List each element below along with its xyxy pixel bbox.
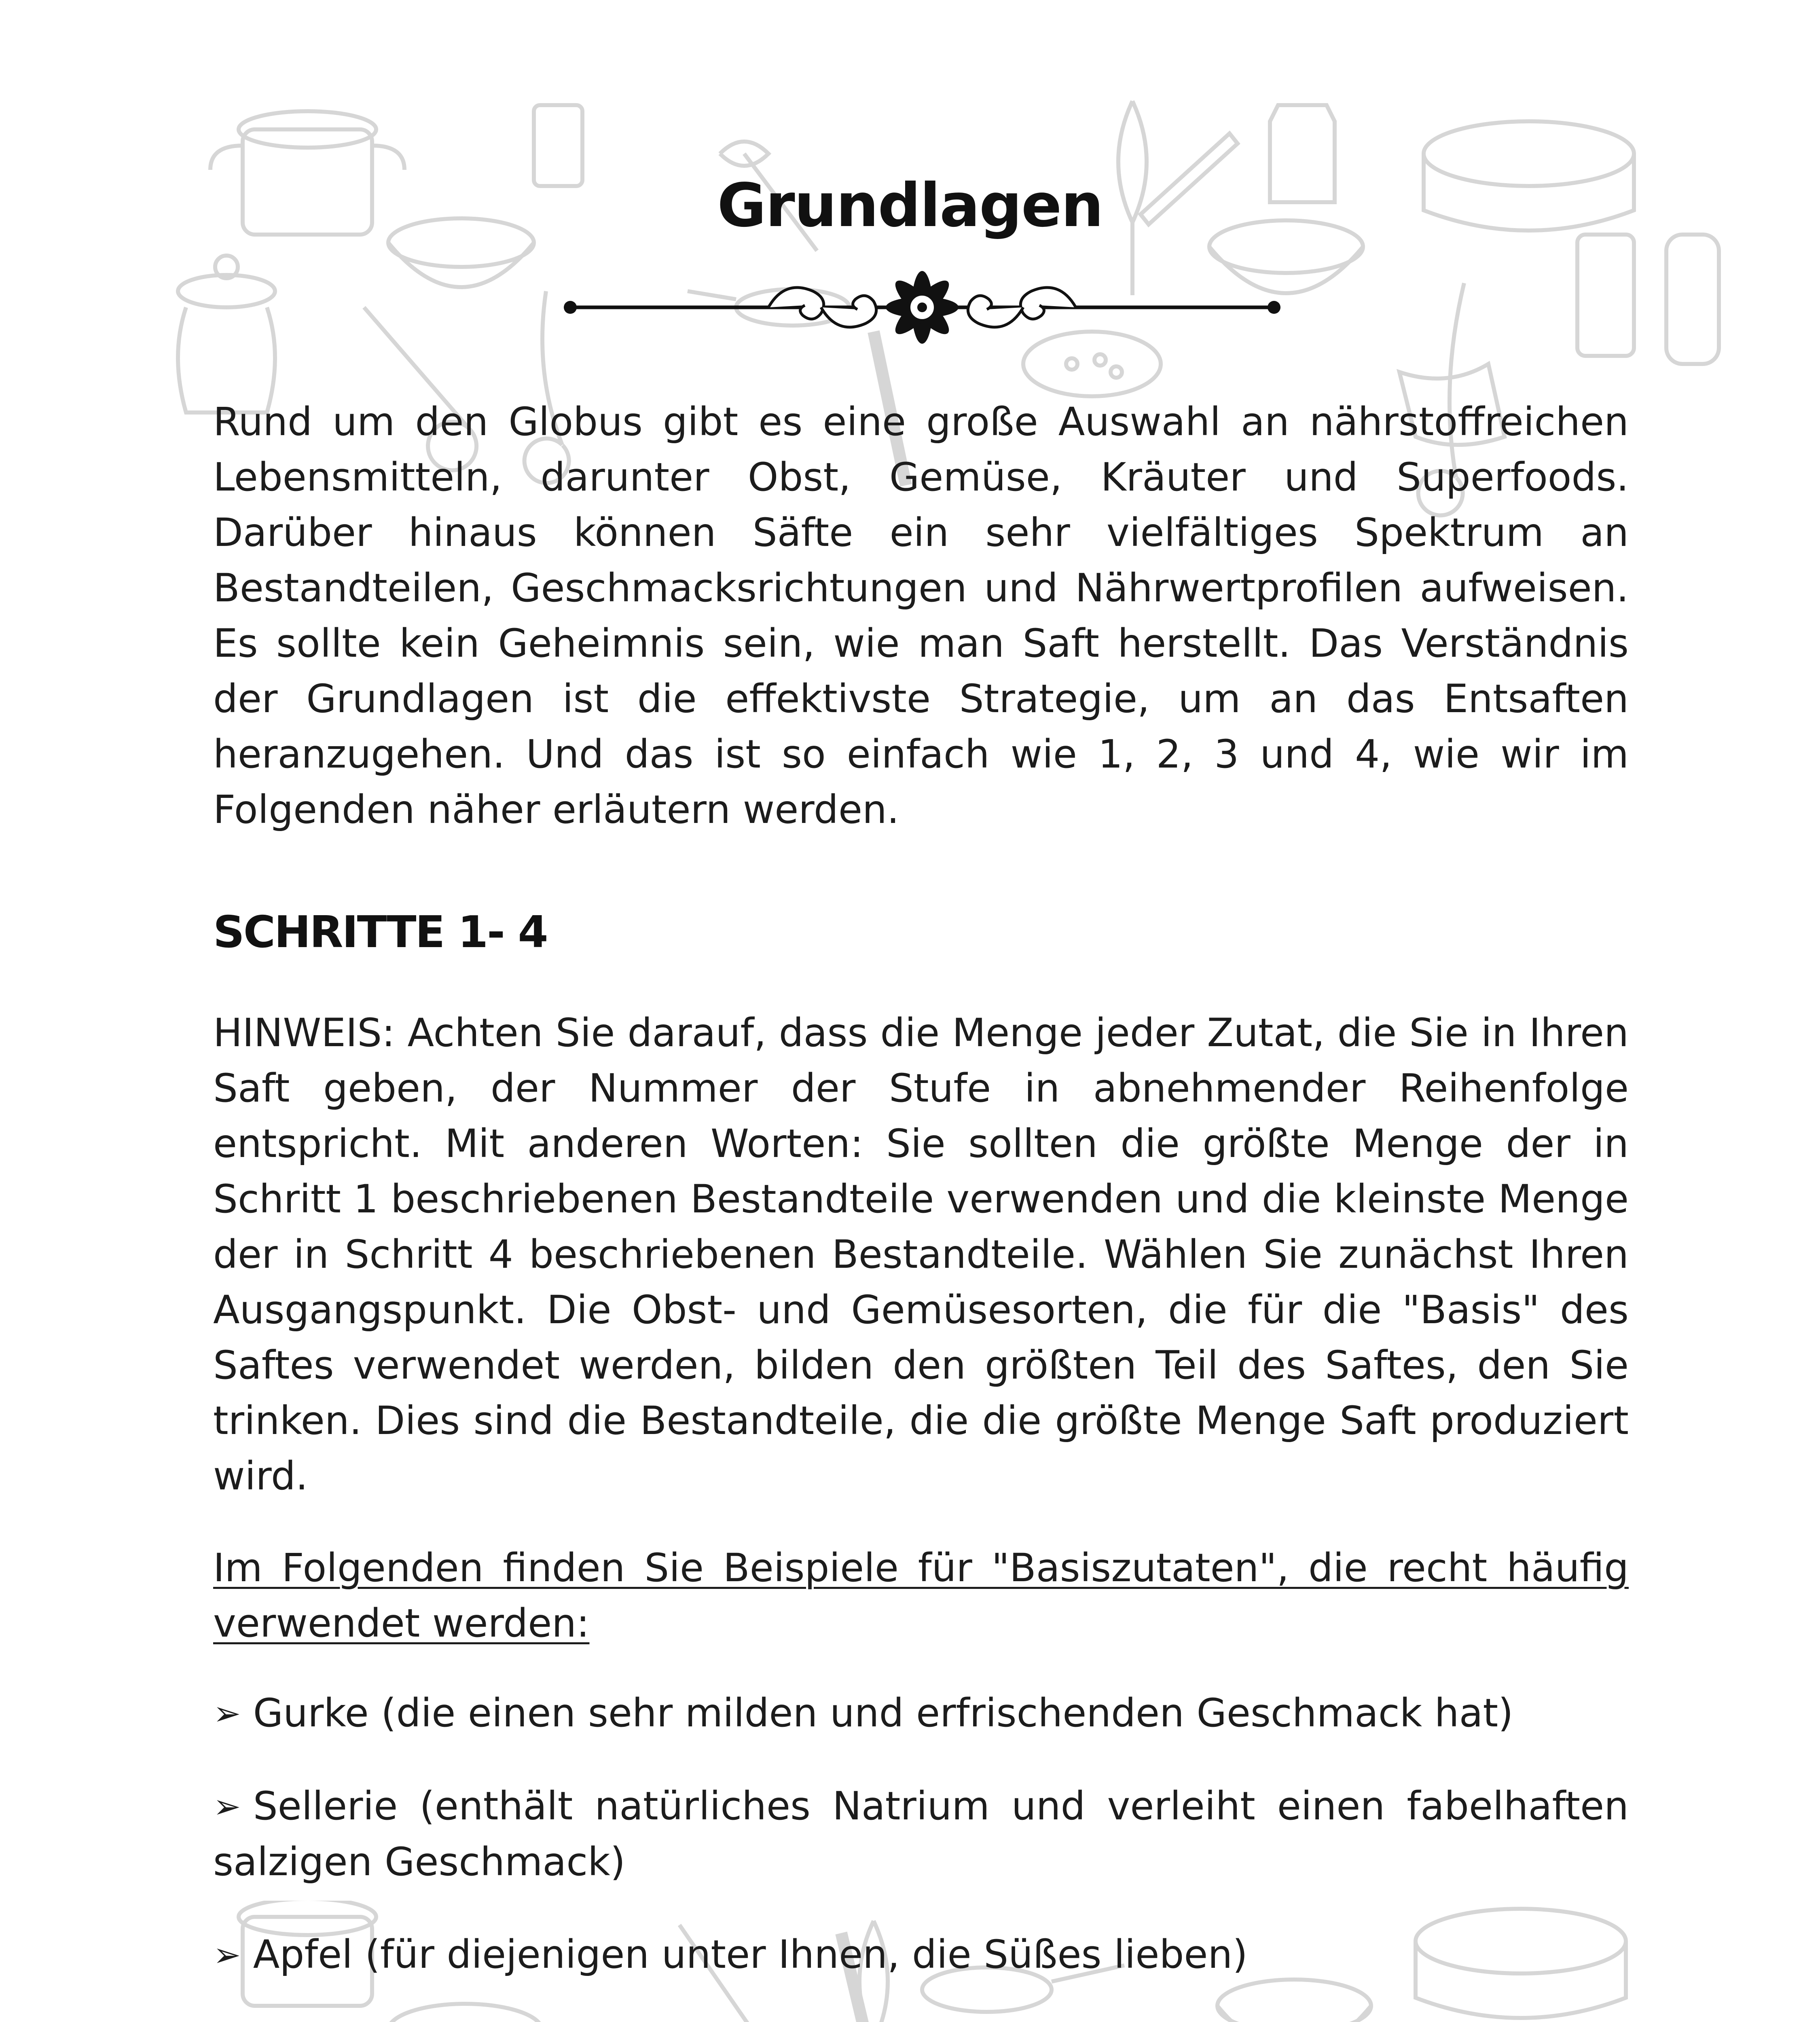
list-item-text: Apfel (für diejenigen unter Ihnen, die Süßes lieben) bbox=[253, 1931, 1248, 1977]
page-title: Grundlagen bbox=[717, 171, 1103, 240]
list-item bbox=[213, 1927, 1629, 1983]
title-divider bbox=[558, 255, 1286, 360]
divider-right-dot bbox=[1268, 301, 1280, 314]
divider-left-dot bbox=[564, 301, 577, 314]
grater-icon bbox=[1666, 235, 1719, 364]
list-item bbox=[213, 1686, 1629, 1741]
intro-paragraph: Rund um den Globus gibt es eine große Auswahl an nährstoffreichen Lebensmitteln, darunter Obst, Gemüse, Kräuter und Superfoods. Darüber hinaus können Säfte ein sehr vielfältiges Spektrum an Bestandteilen, Geschmacksrichtungen und Nährwertprofilen aufweisen. Es sollte kein Geheimnis sein, wie man Saft herstellt. Das Verständnis der Grundlagen ist die effektivste Strategie, um an das Entsaften heranzugehen. Und das ist so einfach wie 1, 2, 3 und 4, wie wir im Folgenden näher erläutern werden. bbox=[213, 399, 1629, 832]
arrow-bullet-icon bbox=[213, 2020, 241, 2022]
flower-ornament-icon bbox=[886, 271, 959, 344]
arrow-bullet-icon: ➢ bbox=[213, 1694, 241, 1733]
jar-icon bbox=[178, 256, 275, 412]
examples-intro: Im Folgenden finden Sie Beispiele für "Basiszutaten", die recht häufig verwendet werden: bbox=[213, 1545, 1629, 1646]
arrow-bullet-icon: ➢ bbox=[213, 1787, 241, 1826]
list-item bbox=[213, 1779, 1629, 1890]
list-item bbox=[213, 2020, 1629, 2022]
hint-paragraph: HINWEIS: Achten Sie darauf, dass die Menge jeder Zutat, die Sie in Ihren Saft geben, der Nummer der Stufe in abnehmender Reihenfolge entspricht. Mit anderen Worten: Sie sollten die größte Menge der in Schritt 1 beschriebenen Bestandteile verwenden und die kleinste Menge der in Schritt 4 beschriebenen Bestandteile. Wählen Sie zunächst Ihren Ausgangspunkt. Die Obst- und Gemüsesorten, die für die "Basis" des Saftes verwendet werden, bilden den größten Teil des Saftes, den Sie trinken. Dies sind die Bestandteile, die die größte Menge Saft produziert wird. bbox=[213, 1010, 1629, 1499]
list-item-text: Gurke (die einen sehr milden und erfrischenden Geschmack hat) bbox=[253, 1690, 1513, 1736]
list-item-text: Sellerie (enthält natürliches Natrium und verleiht einen fabelhaften salzigen Geschmack) bbox=[213, 1783, 1629, 1885]
arrow-bullet-icon: ➢ bbox=[213, 1935, 241, 1974]
main-content bbox=[213, 394, 1629, 2022]
calculator-icon bbox=[1577, 235, 1634, 356]
section-heading: SCHRITTE 1- 4 bbox=[213, 907, 547, 958]
